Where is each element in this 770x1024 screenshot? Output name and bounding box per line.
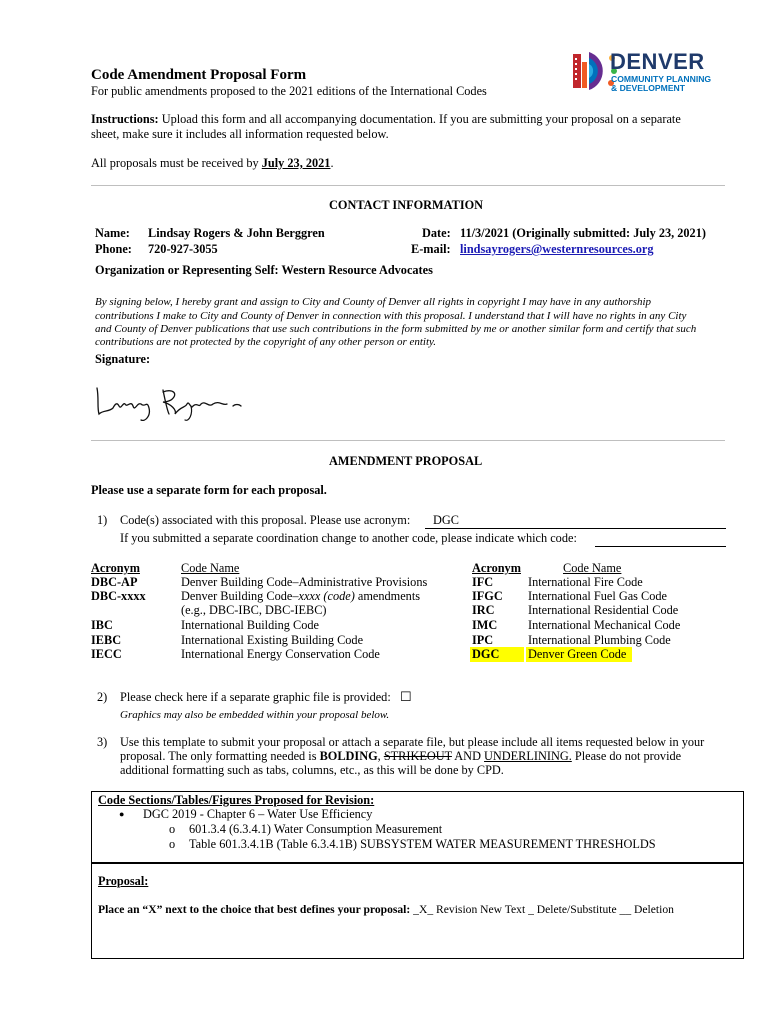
- right-acronym: IFGC: [472, 589, 503, 603]
- code-name-pre: Denver Building Code–: [181, 589, 299, 603]
- bullet-icon: ●: [119, 809, 125, 819]
- q1-value[interactable]: DGC: [433, 513, 459, 527]
- section-sub-item: 601.3.4 (6.3.4.1) Water Consumption Measurement: [189, 822, 443, 836]
- q3-number: 3): [97, 735, 108, 749]
- q1-text: Code(s) associated with this proposal. Please use acronym:: [120, 513, 411, 527]
- left-code-name: (e.g., DBC-IBC, DBC-IEBC): [181, 603, 327, 617]
- organization-line: Organization or Representing Self: Western Resource Advocates: [95, 263, 433, 277]
- page-title: Code Amendment Proposal Form: [91, 67, 307, 83]
- section-sub-item: Table 601.3.4.1B (Table 6.3.4.1B) SUBSYSTEM WATER MEASUREMENT THRESHOLDS: [189, 837, 656, 851]
- amendment-heading: AMENDMENT PROPOSAL: [329, 454, 483, 468]
- signature-label: Signature:: [95, 352, 151, 366]
- deadline-prefix: All proposals must be received by: [91, 156, 262, 170]
- deadline: [91, 156, 334, 171]
- divider: [91, 185, 725, 186]
- name-label: Name:: [95, 226, 130, 240]
- consent-line-3: and County of Denver publications that use such contributions in the form submitted by me or another similar form and certify that such: [95, 323, 697, 335]
- right-code-name: International Mechanical Code: [528, 618, 681, 632]
- right-code-name: International Residential Code: [528, 603, 679, 617]
- denver-logo: [572, 50, 722, 94]
- q2-text: Please check here if a separate graphic file is provided:: [120, 690, 391, 704]
- instructions-label: Instructions:: [91, 112, 159, 126]
- left-acronym-text: DBC-xxxx: [91, 589, 146, 603]
- q3-bolding: BOLDING: [319, 749, 378, 763]
- q3-strikeout: STRIKEOUT: [383, 749, 452, 763]
- proposal-choices[interactable]: _X_ Revision New Text _ Delete/Substitute __ Deletion: [413, 903, 674, 916]
- instructions: [91, 112, 681, 127]
- q3-line2: [120, 749, 681, 764]
- left-code-name-header: Code Name: [181, 561, 240, 575]
- instructions-text: Upload this form and all accompanying documentation. If you are submitting your proposal on a separate: [158, 112, 681, 126]
- left-acronym: [91, 589, 146, 604]
- right-acronym: IPC: [472, 633, 494, 647]
- q3-line2-post: Please do not provide: [571, 749, 682, 763]
- signature-image: [93, 380, 253, 425]
- circle-bullet-icon: o: [169, 837, 176, 851]
- email-link[interactable]: lindsayrogers@westernresources.org: [460, 242, 654, 256]
- graphic-file-checkbox[interactable]: ☐: [400, 689, 412, 704]
- code-name-post: amendments: [354, 589, 421, 603]
- consent-line-1: By signing below, I hereby grant and assign to City and County of Denver all rights in copyright I may have in any authorship: [95, 296, 652, 308]
- divider: [91, 440, 725, 441]
- proposal-choice-line: [98, 902, 674, 917]
- name-value: Lindsay Rogers & John Berggren: [148, 226, 325, 240]
- consent-line-2: contributions I make to City and County of Denver in connection with this proposal. I understand that I will have no rights in any City: [95, 310, 687, 322]
- right-code-name-highlighted: Denver Green Code: [528, 647, 627, 661]
- contact-heading: CONTACT INFORMATION: [329, 198, 484, 212]
- q1-sub-answer-line: [595, 546, 726, 547]
- deadline-suffix: .: [330, 156, 334, 170]
- q1-answer-line: [425, 528, 726, 529]
- left-acronym: IECC: [91, 647, 122, 661]
- section-bullet: DGC 2019 - Chapter 6 – Water Use Efficiency: [143, 807, 373, 821]
- right-code-name: International Fuel Gas Code: [528, 589, 667, 603]
- instructions-line2: sheet, make sure it includes all information requested below.: [91, 127, 389, 141]
- left-acronym: IBC: [91, 618, 113, 632]
- page-subtitle: For public amendments proposed to the 2021 editions of the International Codes: [91, 84, 487, 98]
- code-name-italic: xxxx (code): [298, 589, 355, 603]
- right-acronym-highlighted: DGC: [472, 647, 500, 661]
- logo-line1: COMMUNITY PLANNING: [611, 74, 712, 84]
- right-acronym: IRC: [472, 603, 495, 617]
- right-code-name: International Plumbing Code: [528, 633, 671, 647]
- logo-title: DENVER: [610, 49, 705, 74]
- right-acronym: IMC: [472, 618, 498, 632]
- q1-number: 1): [97, 513, 108, 527]
- left-acronym: IEBC: [91, 633, 122, 647]
- q3-line3: additional formatting such as tabs, columns, etc., as this will be done by CPD.: [120, 763, 504, 777]
- proposal-heading: Proposal:: [98, 874, 149, 888]
- consent-line-4: contributions are not protected by the copyright of any other person or entity.: [95, 336, 437, 348]
- right-code-name-header: Code Name: [563, 561, 622, 575]
- q3-line2-pre: proposal. The only formatting needed is: [120, 749, 320, 763]
- q2-note: Graphics may also be embedded within your proposal below.: [120, 709, 390, 721]
- left-acronym-header: Acronym: [91, 561, 140, 575]
- q2-number: 2): [97, 690, 108, 704]
- date-label: Date:: [422, 226, 451, 240]
- right-acronym-header: Acronym: [472, 561, 521, 575]
- left-code-name: International Building Code: [181, 618, 319, 632]
- left-code-name: Denver Building Code–Administrative Provisions: [181, 575, 428, 589]
- separate-form-note: Please use a separate form for each proposal.: [91, 483, 327, 497]
- date-value: 11/3/2021 (Originally submitted: July 23, 2021): [460, 226, 706, 240]
- circle-bullet-icon: o: [169, 822, 176, 836]
- q3-comma: ,: [377, 749, 384, 763]
- q1-sub-text: If you submitted a separate coordination change to another code, please indicate which code:: [120, 531, 577, 545]
- logo-line2: & DEVELOPMENT: [611, 83, 686, 93]
- left-code-name: International Energy Conservation Code: [181, 647, 380, 661]
- left-code-name: [181, 589, 420, 604]
- phone-label: Phone:: [95, 242, 132, 256]
- proposal-choice-label: Place an “X” next to the choice that best defines your proposal:: [98, 903, 411, 916]
- sections-heading: Code Sections/Tables/Figures Proposed for Revision:: [98, 793, 375, 807]
- q3-line1: Use this template to submit your proposal or attach a separate file, but please include all items requested below in your: [120, 735, 705, 749]
- right-code-name: International Fire Code: [528, 575, 643, 589]
- left-code-name: International Existing Building Code: [181, 633, 364, 647]
- left-acronym: DBC-AP: [91, 575, 138, 589]
- email-label: E-mail:: [411, 242, 451, 256]
- right-acronym: IFC: [472, 575, 494, 589]
- q3-and: AND: [451, 749, 485, 763]
- phone-value: 720-927-3055: [148, 242, 218, 256]
- deadline-date: July 23, 2021: [261, 156, 331, 170]
- q3-underlining: UNDERLINING.: [484, 749, 572, 763]
